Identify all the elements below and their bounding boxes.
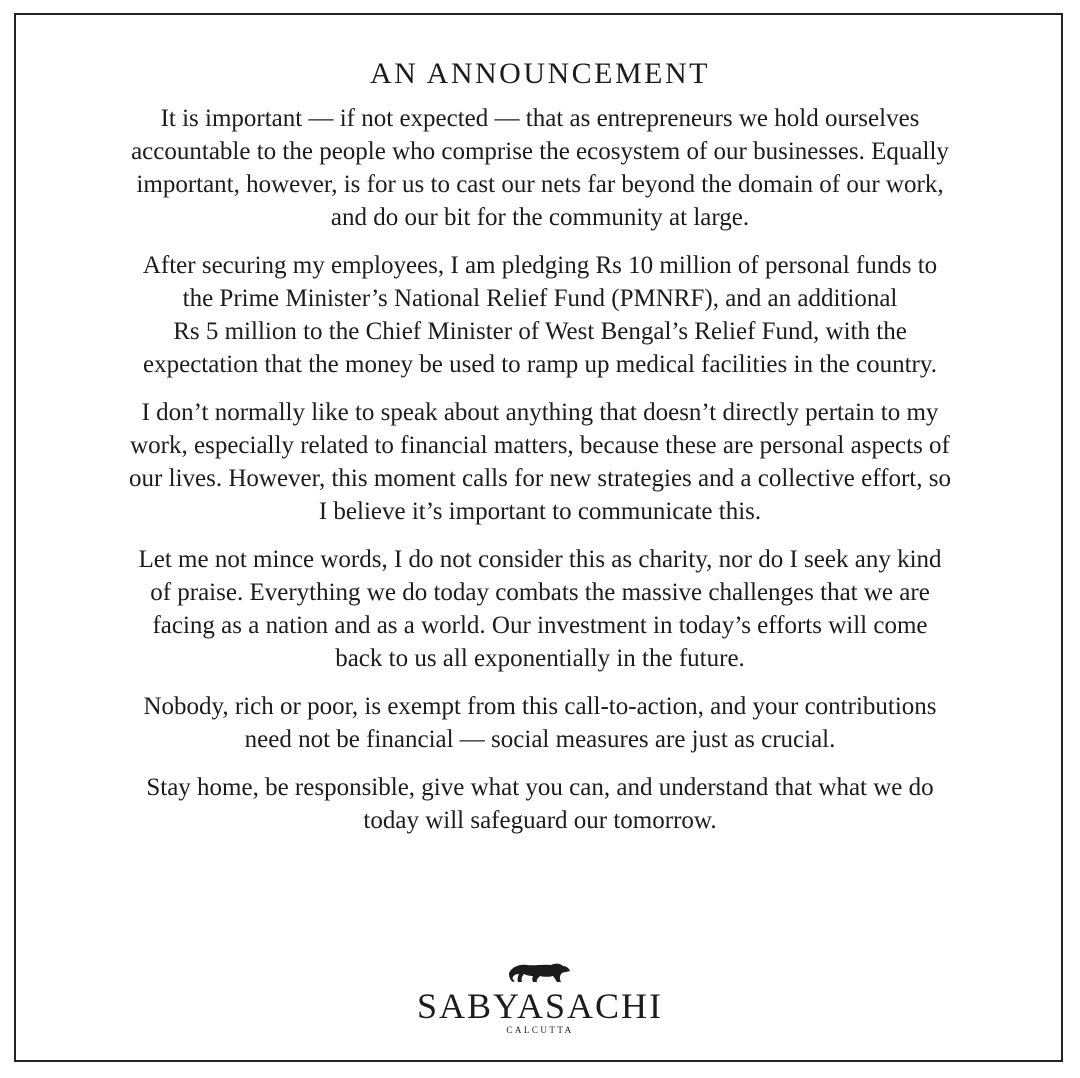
paragraph-line: today will safeguard our tomorrow. — [363, 807, 717, 834]
brand-city: CALCUTTA — [506, 1025, 574, 1035]
paragraph-line: need not be financial — social measures are just as crucial. — [244, 726, 836, 753]
paragraph-line: Stay home, be responsible, give what you can, and understand that what we do — [146, 774, 934, 801]
paragraph-4 — [60, 543, 1020, 675]
paragraph-2 — [60, 249, 1020, 381]
paragraph-5 — [60, 690, 1020, 756]
paragraph-1 — [60, 102, 1020, 234]
paragraph-line: important, however, is for us to cast our nets far beyond the domain of our work, — [136, 171, 944, 198]
paragraph-3 — [60, 396, 1020, 528]
paragraph-line: back to us all exponentially in the future. — [335, 645, 745, 672]
tiger-icon — [507, 958, 573, 984]
brand-logo — [0, 958, 1080, 1036]
paragraph-line: accountable to the people who comprise the ecosystem of our businesses. Equally — [131, 138, 949, 165]
paragraph-line: Let me not mince words, I do not consider this as charity, nor do I seek any kind — [138, 546, 942, 573]
announcement-title: AN ANNOUNCEMENT — [370, 57, 710, 90]
paragraph-line: the Prime Minister’s National Relief Fund (PMNRF), and an additional — [182, 285, 898, 312]
paragraph-line: and do our bit for the community at large. — [330, 204, 750, 231]
paragraph-6 — [60, 771, 1020, 837]
paragraph-line: of praise. Everything we do today combats the massive challenges that we are — [150, 579, 930, 606]
brand-name: SABYASACHI — [416, 986, 664, 1026]
paragraph-line: expectation that the money be used to ramp up medical facilities in the country. — [143, 351, 937, 378]
paragraph-line: After securing my employees, I am pledging Rs 10 million of personal funds to — [142, 252, 938, 279]
paragraph-line: It is important — if not expected — that as entrepreneurs we hold ourselves — [160, 105, 920, 132]
paragraph-line: facing as a nation and as a world. Our investment in today’s efforts will come — [152, 612, 928, 639]
paragraph-line: our lives. However, this moment calls for new strategies and a collective effort, so — [129, 465, 951, 492]
paragraph-line: I don’t normally like to speak about anything that doesn’t directly pertain to my — [141, 399, 939, 426]
paragraph-line: Nobody, rich or poor, is exempt from this call-to-action, and your contributions — [143, 693, 937, 720]
paragraph-line: I believe it’s important to communicate this. — [318, 498, 762, 525]
paragraph-line: Rs 5 million to the Chief Minister of West Bengal’s Relief Fund, with the — [173, 318, 907, 345]
paragraph-line: work, especially related to financial matters, because these are personal aspects of — [130, 432, 950, 459]
announcement-body — [60, 56, 1020, 852]
